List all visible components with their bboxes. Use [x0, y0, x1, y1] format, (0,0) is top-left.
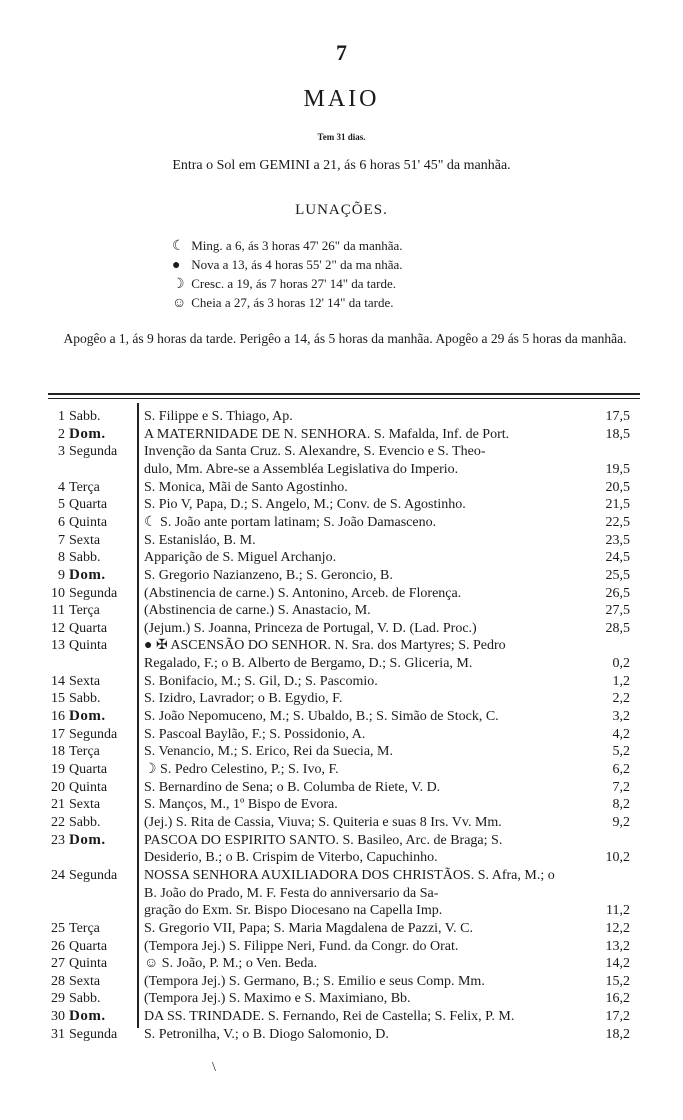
moon-age: 0,2: [612, 656, 630, 672]
weekday: Sabb.: [69, 409, 101, 424]
moon-age: 22,5: [605, 514, 630, 530]
day-number: 6: [58, 514, 65, 530]
day-number: 1: [58, 409, 65, 424]
saints-text: (Abstinencia de carne.) S. Anastacio, M.: [144, 603, 371, 619]
saints-text: ● ✠ ASCENSÃO DO SENHOR. N. Sra. dos Martyres; S. Pedro: [144, 638, 506, 654]
lunation-crescent: [172, 276, 396, 293]
weekday: Sabb.: [69, 814, 101, 830]
weekday: Segunda: [69, 1026, 118, 1042]
day-number: 18: [51, 744, 65, 760]
saints-text: S. Petronilha, V.; o B. Diogo Salomonio, D.: [144, 1026, 389, 1042]
saints-text: S. Gregorio VII, Papa; S. Maria Magdalena de Pazzi, V. C.: [144, 920, 473, 936]
weekday: Dom.: [69, 1008, 106, 1025]
weekday: Segunda: [69, 867, 118, 883]
moon-age: 19,5: [605, 461, 630, 477]
lunation-text: Cresc. a 19, ás 7 horas 27' 14" da tarde.: [191, 276, 397, 291]
sun-entry: Entra o Sol em GEMINI a 21, ás 6 horas 51' 45" da manhãa.: [172, 158, 511, 173]
moon-age: 5,2: [612, 744, 630, 760]
moon-age: 16,2: [605, 991, 630, 1007]
moon-full-icon: ☺: [172, 296, 187, 311]
saints-text: (Tempora Jej.) S. Filippe Neri, Fund. da Congr. do Orat.: [144, 938, 459, 954]
day-number: 17: [51, 726, 65, 742]
moon-age: 21,5: [605, 497, 630, 513]
day-number: 21: [51, 797, 65, 813]
moon-age: 1,2: [612, 673, 630, 689]
day-number: 4: [58, 479, 65, 495]
weekday: Sexta: [69, 797, 101, 813]
moon-age: 24,5: [605, 550, 630, 566]
saints-text: Invenção da Santa Cruz. S. Alexandre, S. Evencio e S. Theo-: [144, 444, 486, 460]
stray-mark: \: [212, 1060, 216, 1075]
table-rule-bottom: [48, 398, 640, 399]
moon-age: 27,5: [605, 603, 630, 619]
day-number: 14: [51, 673, 65, 689]
lunations-title: LUNAÇÕES.: [295, 202, 388, 218]
moon-age: 7,2: [612, 779, 630, 795]
saints-text: (Tempora Jej.) S. Maximo e S. Maximiano, Bb.: [144, 991, 411, 1007]
saints-text: S. Manços, M., 1º Bispo de Evora.: [144, 797, 338, 813]
saints-text: gração do Exm. Sr. Bispo Diocesano na Capella Imp.: [144, 903, 443, 919]
moon-crescent-icon: ☽: [172, 277, 185, 292]
saints-text: dulo, Mm. Abre-se a Assembléa Legislativa do Imperio.: [144, 461, 459, 477]
lunation-text: Ming. a 6, ás 3 horas 47' 26" da manhãa.: [191, 238, 403, 253]
day-number: 12: [51, 620, 65, 636]
weekday: Sexta: [69, 532, 101, 548]
saints-text: S. Gregorio Nazianzeno, B.; S. Geroncio, B.: [144, 567, 393, 583]
weekday: Segunda: [69, 444, 118, 460]
saints-text: PASCOA DO ESPIRITO SANTO. S. Basileo, Arc. de Braga; S.: [144, 832, 503, 848]
day-number: 28: [51, 973, 65, 989]
moon-age: 20,5: [605, 479, 630, 495]
weekday: Quinta: [69, 514, 108, 530]
moon-age: 8,2: [612, 797, 630, 813]
day-number: 7: [58, 532, 65, 548]
weekday: Terça: [69, 920, 100, 936]
moon-age: 11,2: [606, 903, 630, 919]
day-number: 24: [51, 867, 65, 883]
moon-waning-icon: ☾: [172, 239, 185, 254]
moon-age: 13,2: [605, 938, 630, 954]
day-number: 31: [51, 1026, 65, 1042]
weekday: Quarta: [69, 938, 108, 954]
moon-new-icon: ●: [172, 258, 181, 273]
day-number: 25: [51, 920, 65, 936]
days-note: Tem 31 dias.: [317, 132, 366, 142]
weekday: Terça: [69, 603, 100, 619]
moon-age: 17,2: [605, 1009, 630, 1025]
moon-age: 6,2: [612, 762, 630, 777]
day-number: 8: [58, 550, 65, 566]
saints-text: ☺ S. João, P. M.; o Ven. Beda.: [144, 956, 318, 972]
saints-text: ☾ S. João ante portam latinam; S. João Damasceno.: [144, 514, 437, 530]
day-number: 26: [51, 938, 65, 954]
moon-age: 10,2: [605, 850, 630, 866]
weekday: Segunda: [69, 726, 118, 742]
saints-text: S. Bonifacio, M.; S. Gil, D.; S. Pascomio.: [144, 673, 378, 689]
day-number: 2: [58, 426, 65, 442]
moon-age: 17,5: [605, 409, 630, 424]
weekday: Terça: [69, 479, 100, 495]
saints-text: Regalado, F.; o B. Alberto de Bergamo, D.; S. Gliceria, M.: [144, 656, 473, 672]
lunation-full: [172, 295, 393, 312]
weekday: Terça: [69, 744, 100, 760]
moon-age: 18,5: [605, 426, 630, 442]
saints-text: A MATERNIDADE DE N. SENHORA. S. Mafalda, Inf. de Port.: [144, 426, 510, 442]
moon-age: 12,2: [605, 920, 630, 936]
day-number: 5: [58, 497, 65, 513]
lunation-waning: [172, 238, 403, 255]
weekday: Quinta: [69, 956, 108, 972]
saints-text: S. Pio V, Papa, D.; S. Angelo, M.; Conv. de S. Agostinho.: [144, 497, 466, 513]
saints-text: S. Filippe e S. Thiago, Ap.: [144, 409, 293, 424]
saints-text: S. Venancio, M.; S. Erico, Rei da Suecia, M.: [144, 744, 393, 760]
day-number: 15: [51, 691, 65, 707]
moon-age: 15,2: [605, 973, 630, 989]
moon-age: 4,2: [612, 726, 630, 742]
lunation-new: [172, 257, 403, 274]
saints-text: S. Bernardino de Sena; o B. Columba de Riete, V. D.: [144, 779, 441, 795]
weekday: Quinta: [69, 638, 108, 654]
moon-age: 3,2: [612, 709, 630, 725]
day-number: 27: [51, 956, 65, 972]
moon-age: 28,5: [605, 620, 630, 636]
moon-age: 23,5: [605, 532, 630, 548]
day-number: 11: [51, 603, 65, 619]
day-number: 9: [58, 567, 65, 583]
day-number: 23: [51, 832, 65, 848]
moon-age: 14,2: [605, 956, 630, 972]
saints-text: S. Izidro, Lavrador; o B. Egydio, F.: [144, 691, 343, 707]
weekday: Sabb.: [69, 550, 101, 566]
day-number: 13: [51, 638, 65, 654]
weekday: Sabb.: [69, 691, 101, 707]
day-number: 29: [51, 991, 65, 1007]
weekday: Quarta: [69, 762, 108, 777]
weekday: Quarta: [69, 497, 108, 513]
table-rule-top: [48, 393, 640, 395]
saints-text: (Jejum.) S. Joanna, Princeza de Portugal, V. D. (Lad. Proc.): [144, 620, 477, 636]
saints-text: S. Monica, Mãi de Santo Agostinho.: [144, 479, 348, 495]
weekday: Sexta: [69, 673, 101, 689]
weekday: Quarta: [69, 620, 108, 636]
saints-text: B. João do Prado, M. F. Festa do anniversario da Sa-: [144, 885, 439, 901]
saints-text: ☽ S. Pedro Celestino, P.; S. Ivo, F.: [144, 762, 339, 777]
weekday: Dom.: [69, 425, 106, 442]
saints-text: S. Estanisláo, B. M.: [144, 532, 256, 548]
saints-text: (Jej.) S. Rita de Cassia, Viuva; S. Quiteria e suas 8 Irs. Vv. Mm.: [144, 814, 502, 830]
weekday: Dom.: [69, 831, 106, 848]
weekday: Segunda: [69, 585, 118, 601]
saints-text: S. Pascoal Baylão, F.; S. Possidonio, A.: [144, 726, 366, 742]
day-number: 3: [58, 444, 65, 460]
day-number: 10: [51, 585, 65, 601]
moon-age: 2,2: [612, 691, 630, 707]
day-number: 22: [51, 814, 65, 830]
month-title: MAIO: [303, 86, 380, 112]
moon-age: 25,5: [605, 567, 630, 583]
weekday: Sexta: [69, 973, 101, 989]
saints-text: Apparição de S. Miguel Archanjo.: [144, 550, 337, 566]
saints-text: DA SS. TRINDADE. S. Fernando, Rei de Castella; S. Felix, P. M.: [144, 1009, 515, 1025]
weekday: Dom.: [69, 566, 106, 583]
day-number: 30: [51, 1009, 65, 1025]
weekday: Dom.: [69, 708, 106, 725]
saints-text: Desiderio, B.; o B. Crispim de Viterbo, Capuchinho.: [144, 850, 438, 866]
saints-text: NOSSA SENHORA AUXILIADORA DOS CHRISTÃOS. S. Afra, M.; o: [144, 867, 555, 883]
moon-age: 9,2: [612, 814, 630, 830]
day-number: 20: [51, 779, 65, 795]
lunation-text: Nova a 13, ás 4 horas 55' 2" da ma nhãa.: [191, 257, 403, 272]
apogee-perigee-note: Apogêo a 1, ás 9 horas da tarde. Perigêo a 14, ás 5 horas da manhãa. Apogêo a 29 ás 5 horas da manhãa.: [63, 331, 627, 346]
saints-text: (Tempora Jej.) S. Germano, B.; S. Emilio e seus Comp. Mm.: [144, 973, 485, 989]
weekday: Sabb.: [69, 991, 101, 1007]
day-number: 16: [51, 709, 65, 725]
saints-text: S. João Nepomuceno, M.; S. Ubaldo, B.; S. Simão de Stock, C.: [144, 709, 499, 725]
weekday: Quinta: [69, 779, 108, 795]
lunation-text: Cheia a 27, ás 3 horas 12' 14" da tarde.: [191, 295, 394, 310]
saints-text: (Abstinencia de carne.) S. Antonino, Arceb. de Florença.: [144, 585, 462, 601]
page-number: 7: [336, 40, 347, 65]
moon-age: 26,5: [605, 585, 630, 601]
day-number: 19: [51, 762, 65, 777]
moon-age: 18,2: [605, 1026, 630, 1042]
